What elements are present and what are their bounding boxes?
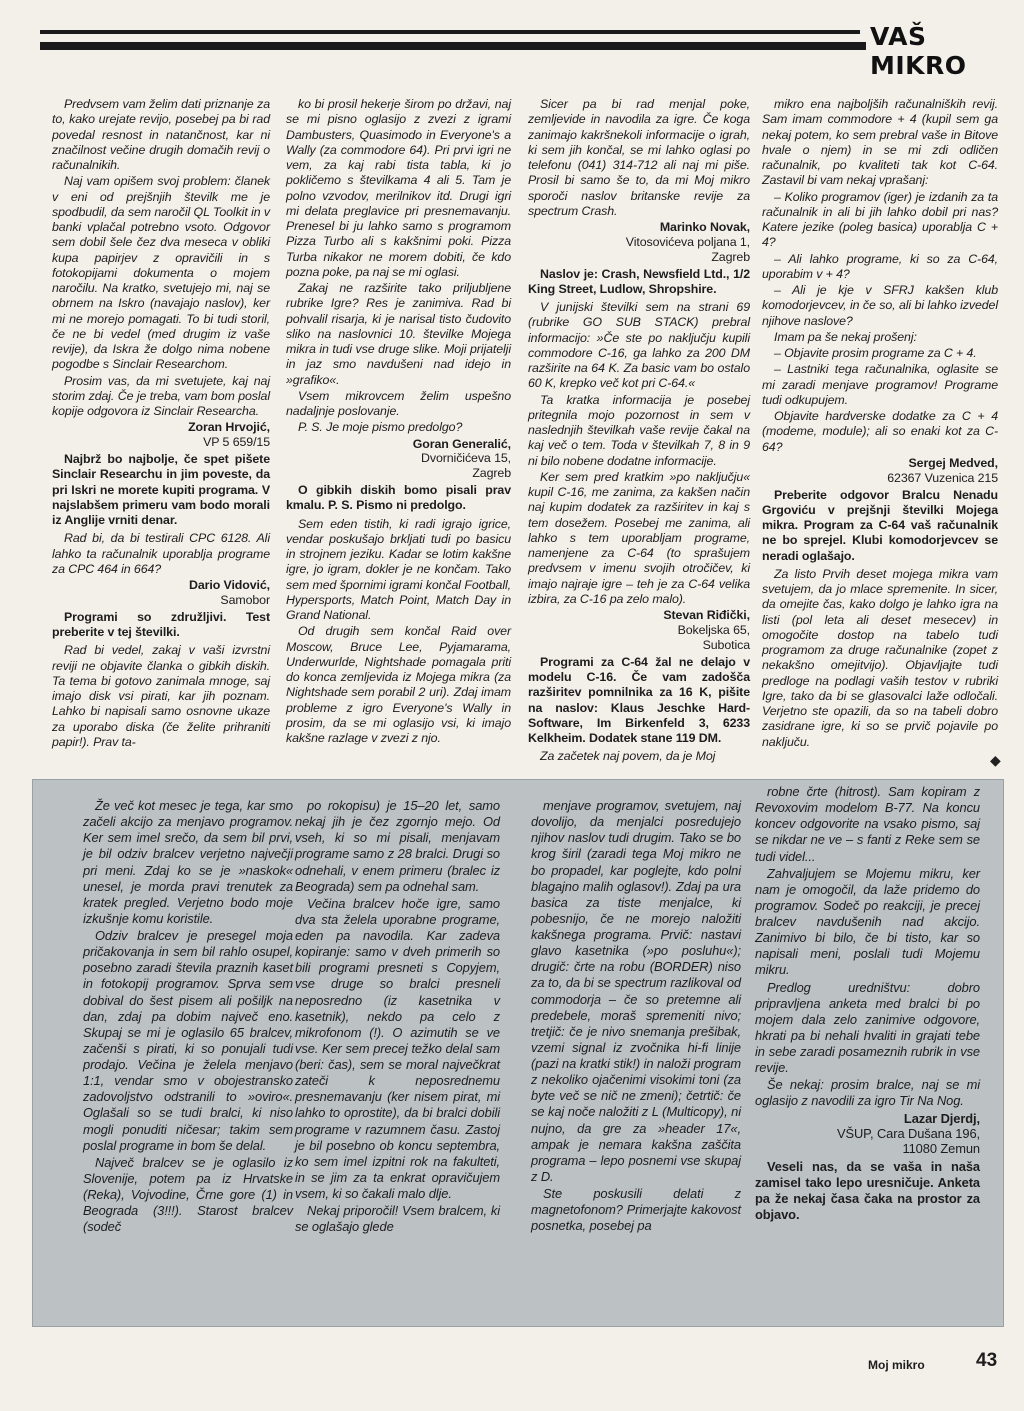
featured-letter-box <box>32 779 1004 1327</box>
letter-paragraph: Zahvaljujem se Mojemu mikru, ker nam je omogočil, da laže pridemo do programov. Sodeč po reakciji, je precej bralcev navdušenih nad akcijo. Zanimivo bi bilo, če bi tisto, kar so napisali meni, poslali tudi Mojemu mikru. <box>755 865 980 978</box>
signature: Marinko Novak, <box>659 220 750 234</box>
header-rule <box>40 30 860 34</box>
signature: Goran Generalić, <box>412 436 511 451</box>
letter-paragraph: Še nekaj: prosim bralce, naj se mi oglasijo z navodili za igro Tir Na Nog. <box>755 1077 980 1109</box>
letter-paragraph: Naj vam opišem svoj problem: članek v eni od prejšnjih številk me je spodbudil, da sem naročil QL Toolkit in v banki vplačal potrebno vsoto. Odgovor sem dobil šele čez dva meseca v obliki kupa papirjev z opravičili in s fotokopijami dokumenta o mojem naročilu. Na kratko, svetujejo mi, naj se obrnem na Iskro (navajajo naslov), ker mi ne morejo pomagati. To bi tudi storil, če ne bi vedel (med drugim iz vaše revije), da Iskra že dolgo nima nobene pogodbe s Sinclair Researchom. <box>52 174 270 372</box>
letter-paragraph: – Ali lahko programe, ki so za C-64, uporabim v + 4? <box>762 251 998 281</box>
letter-paragraph: Vsem mikrovcem želim uspešno nadaljnje poslovanje. <box>286 388 511 418</box>
page-number: 43 <box>976 1350 998 1371</box>
editor-reply: Preberite odgovor Bralcu Nenadu Grgoviću v prejšnji številki Mojega mikra. Program za C-64 vaš računalnik ne bo sprejel. Klubi komodorjevcev se neradi oglašajo. <box>762 487 998 563</box>
section-title: VAŠ MIKRO <box>866 22 1024 80</box>
box-column-1 <box>83 798 293 1236</box>
letter-paragraph: Za listo Prvih deset mojega mikra vam svetujem, da jo mlace spremenite. In sicer, da omejite čas, kako dolgo je lahko igra na listi (pol leta ali deset mesecev) in omogočite dostop na tabelo tudi programom za druge računalnike (zopet z nekakšno omejitvijo). Objavljajte tudi predloge na podlagi vaših testov v rubriki Igre, tako da bi se glasovalci laže odločali. Verjetno ste opazili, da so na tabeli dobro zasidrane igre, ki so se prvič pojavile po naključu. <box>762 566 998 749</box>
letter-paragraph: robne črte (hitrost). Sam kopiram z Revoxovim modelom B-77. Na koncu koncev odgovorite na vsako pismo, saj se nikdar ne ve – s fanti z Reke sem se tudi videl... <box>755 784 980 864</box>
letters-column-1 <box>52 97 270 751</box>
letter-paragraph: Prosim vas, da mi svetujete, kaj naj storim zdaj. Če je treba, vam bom poslal kopije odgovora iz Sinclair Researcha. <box>52 373 270 418</box>
letter-paragraph: Ste poskusili delati z magnetofonom? Primerjajte kakovost posnetka, posebej pa <box>531 1186 741 1234</box>
letter-paragraph: Ker sem pred kratkim »po naključju« kupil C-16, me zanima, za kakšen način naj kupim dodatek za razširitev in kaj s tem dosežem. Posebej me zanima, ali lahko s tem uporabljam programe, namenjene za C-64 (to sprašujem predvsem v imenu svojih otročičev, ki imajo najraje igre – teh je za C-64 velika izbira, za C-16 pa zelo malo). <box>528 469 750 606</box>
letter-paragraph: Odziv bralcev je presegel moja pričakovanja in sem bil rahlo osupel, posebno zaradi števila praznih kaset in fotokopij programov. Sprva sem dobival do šest pisem ali pošiljk na dan, zdaj pa dobim največ eno. Skupaj se mi je oglasilo 65 bralcev, začenši s pirati, ki so ponujali tudi prodajo. Večina je želela menjavo 1:1, vendar smo v obojestransko zadovoljstvo odstranili to »oviro«. Oglašali so se tudi bralci, ki niso mogli ponuditi ničesar; takim sem poslal programe in bom še delal. <box>83 928 293 1153</box>
letter-paragraph: Od drugih sem končal Raid over Moscow, Bruce Lee, Pyjamarama, Underwurlde, Nightshade pomagala priti do konca zemljevida iz Mojega mikra (za Nightshade sem porabil 2 uri). Zdaj imam probleme z igro Everyone's Wally in prosim, da se mi oglasijo vsi, ki imajo kakšne razlage v zvezi z njo. <box>286 624 511 746</box>
signature-address: Vitosovićeva poljana 1, <box>625 234 750 249</box>
letter-paragraph: po rokopisu) je 15–20 let, samo nekaj jih je čez zgornjo mejo. Od vseh, ki so mi pisali, menjavam programe samo z 28 bralci. Drugi so odnehali, v enem primeru (bralec iz Beograda) sem pa odnehal sam. <box>295 798 500 894</box>
letter-paragraph: ko bi prosil hekerje širom po državi, naj se mi pisno oglasijo z zvezi z igrami Dambusters, Quasimodo in Everyone's a Wally (za commodore 64). Pri prvi igri ne vem, za kaj rabi tista tabla, ki jo pokličemo s številkama 4 ali 5. Tam je polno vzvodov, merilnikov itd. Drugi igri mi delata preglavice pri presnemavanju. Prenesel bi ju lahko samo s programom Pizza Turbo ali s kakšnimi poki. Pizza Turba nikakor ne morem dobiti, če kdo pozna poke, pa naj se mi oglasi. <box>286 97 511 279</box>
footer-magazine-name: Moj mikro <box>868 1358 925 1372</box>
letter-paragraph: Zakaj ne razširite tako priljubljene rubrike Igre? Res je zanimiva. Rad bi pohvalil risarja, ki je narisal tisto čudovito sliko na naslovnici 10. številke Mojega mikra in tudi vse druge slike. Moji prijatelji in jaz smo navdušeni nad idejo in »grafiko«. <box>286 281 511 387</box>
signature: Lazar Djerdj, <box>903 1110 980 1126</box>
letter-paragraph: Nekaj priporočil! Vsem bralcem, ki se oglašajo glede <box>295 1203 500 1235</box>
signature-address: 62367 Vuzenica 215 <box>887 470 998 485</box>
signature-address: Bokeljska 65, <box>677 623 750 637</box>
letter-paragraph: P. S. Je moje pismo predolgo? <box>298 420 463 435</box>
letter-paragraph: – Ali je kje v SFRJ kakšen klub komodorjevcev, in če so, ali bi lahko izvedel njihove naslove? <box>762 283 998 328</box>
signature-address: 11080 Zemun <box>902 1141 980 1157</box>
editor-reply: Programi za C-64 žal ne delajo v modelu C-16. Če vam zadošča razširitev pomnilnika za 16 K, pišite na naslov: Klaus Jeschke Hard-Software, Im Birkenfeld 3, 6233 Kelkheim. Dodatek stane 119 DM. <box>528 654 750 745</box>
letter-paragraph: Ta kratka informacija je posebej pritegnila mojo pozornost in sem v naslednjih številkah vaše revije čakal na kaj več o tem. Toda v številkah 7, 8 in 9 ni bilo nobene dodatne informacije. <box>528 392 750 468</box>
signature-address: Subotica <box>702 637 750 652</box>
box-column-3 <box>531 798 741 1235</box>
letter-paragraph: Rad bi, da bi testirali CPC 6128. Ali lahko ta računalnik uporablja programe za CPC 464 in 664? <box>52 531 270 576</box>
signature-address: Samobor <box>220 592 270 607</box>
editor-reply: Programi so združljivi. Test preberite v tej številki. <box>52 609 270 639</box>
signature: Stevan Riđički, <box>663 608 750 623</box>
signature-address: Dvorničićeva 15, <box>421 451 511 466</box>
letter-paragraph: mikro ena najboljših računalniških revij. Sam imam commodore + 4 (kupil sem ga nekaj potem, ko sem prebral vaše in Bitove hvale o njem) in se mi zdi odličen računalnik, po kvaliteti tak kot C-64. Zastavil bi vam nekaj vprašanj: <box>762 97 998 188</box>
header-rule-thick <box>40 42 1010 50</box>
letter-paragraph: Sicer pa bi rad menjal poke, zemljevide in navodila za igre. Če koga zanimajo kakršnekoli informacije o igrah, ki sem jih končal, se mi lahko oglasi po telefonu (041) 314-712 ali naj mi piše. Prosil bi samo še to, da mi Moj mikro sporoči naslov britanske revije za spectrum Crash. <box>528 97 750 218</box>
signature: Zoran Hrvojić, <box>188 420 270 435</box>
editor-reply: O gibkih diskih bomo pisali prav kmalu. P. S. Pismo ni predolgo. <box>286 483 511 513</box>
letter-paragraph: menjave programov, svetujem, naj dovolijo, da menjalci posredujejo njihov naslov tudi drugim. Tako se bo krog širil (zaradi tega Moj mikro ne bo propadel, kar poglejte, kdo polni blagajno malih oglasov!). Zdaj pa ura basica za tiste menjalce, ki pobesnijo, če ne morejo naložiti kakšnega programa. Prvič: nastavi glavo kasetnika (»po posluhu«); drugič: črte na robu (BORDER) niso za to, da bi se spectrum razlikoval od commodorja – če so pretemne ali predebele, moraš spremeniti nivo; tretjič: če je nivo snemanja prešibak, vzemi signal iz zvočnika hi-fi linije (pazi na kratki stik!) in naloži program z nekoliko ojačenimi visokimi toni (za byte več se nič ne zmeni); četrtič: če se kaj noče naložiti z L (Multicopy), ni nujno, da gre za »header 17«, ampak je nemara kakšna zaščita programa – lepo posnemi vse skupaj z D. <box>531 798 741 1184</box>
letter-paragraph: Za začetek naj povem, da je Moj <box>540 749 716 764</box>
signature: Sergej Medved, <box>908 455 998 470</box>
letter-paragraph: – Objavite prosim programe za C + 4. <box>774 346 977 360</box>
letters-column-3 <box>528 97 750 766</box>
signature-address: Zagreb <box>711 249 750 264</box>
continue-arrow-icon: ◆ <box>990 752 1001 768</box>
letter-paragraph: V junijski številki sem na strani 69 (rubrike GO SUB STACK) prebral informacijo: »Če ste po naključju kupili commodore C-16, ga lahko za 200 DM razširite na 64 K. Za basic vam bo ostalo 60 K, krepko več kot pri C-64.« <box>528 300 750 391</box>
signature-address: VŠUP, Cara Dušana 196, <box>836 1125 980 1141</box>
letters-column-4 <box>762 97 998 751</box>
letter-paragraph: Največ bralcev se je oglasilo iz Slovenije, potem pa iz Hrvatske (Reka), Vojvodine, Črne gore (1) in Beograda (3!!!). Starost bralcev (sodeč <box>83 1154 293 1235</box>
box-column-2 <box>295 798 500 1236</box>
letter-paragraph: Objavite hardverske dodatke za C + 4 (modeme, module); ali so enaki kot za C-64? <box>762 409 998 454</box>
letters-column-2 <box>286 97 511 747</box>
letter-paragraph: Imam pa še nekaj prošenj: <box>774 329 917 344</box>
signature-address: Zagreb <box>472 466 511 481</box>
editor-reply: Naslov je: Crash, Newsfield Ltd., 1/2 King Street, Ludlow, Shropshire. <box>528 266 750 296</box>
letter-paragraph: – Lastniki tega računalnika, oglasite se mi zaradi menjave programov! Programe tudi odkupujem. <box>762 362 998 407</box>
letter-paragraph: Rad bi vedel, zakaj v vaši izvrstni reviji ne objavite članka o gibkih diskih. Ta tema bi gotovo zanimala mnoge, saj imajo disk vsi pirati, kar jih poznam. Lahko bi napisali samo osnovne ukaze za uporabo diska (če želite prihraniti papir!). Prav ta- <box>52 643 270 749</box>
editor-reply: Najbrž bo najbolje, če spet pišete Sinclair Researchu in jim poveste, da pri Iskri ne morete kupiti programa. V najslabšem primeru vam bodo morali iz Anglije vrniti denar. <box>52 452 270 527</box>
signature-address: VP 5 659/15 <box>203 435 270 450</box>
letter-paragraph: Že več kot mesec je tega, kar smo začeli akcijo za menjavo programov. Ker sem imel srečo, da sem bil prvi, je bil odziv bralcev verjetno največji pri meni. Zdaj ko se je »naskok« unesel, je morda pravi trenutek za kratek pregled. Verjetno bodo moje izkušnje komu koristile. <box>83 798 293 926</box>
letter-paragraph: Sem eden tistih, ki radi igrajo igrice, vendar poskušajo brkljati tudi po basicu in strojnem jeziku. Kadar se lotim kakšne igre, jo igram, dokler je ne končam. Tako sem med špornimi igrami končal Football, Hypersports, Match Point, Match Day in Grand National. <box>286 516 511 623</box>
letter-paragraph: Predvsem vam želim dati priznanje za to, kako urejate revijo, posebej pa bi rad povedal resnost in natančnost, kar ni značilnost večine drugih domačih revij o računalnikih. <box>52 97 270 172</box>
letter-paragraph: – Koliko programov (iger) je izdanih za ta računalnik in ali bi jih lahko dobil pri nas? Katere jezike (poleg basica) uporablja C + 4? <box>762 189 998 250</box>
signature: Dario Vidović, <box>188 578 270 592</box>
editor-reply: Veseli nas, da se vaša in naša zamisel tako lepo uresničuje. Anketa pa že nekaj časa čaka na prostor za objavo. <box>755 1158 980 1223</box>
letter-paragraph: Večina bralcev hoče igre, samo dva sta želela uporabne programe, eden pa navodila. Kar zadeva kopiranje: samo v dveh primerih so bili programi presneti s Copyjem, vse druge so bralci presneli neposredno (iz kasetnika v kasetnik), nekdo pa celo z mikrofonom (!). O azimutih se ve vse. Ker sem precej težko delal sam (beri: čas), sem se moral največkrat zateči k neposrednemu presnemavanju (ker nisem pirat, mi lahko to oprostite), da bi bralci dobili programe v razumnem času. Zastoj je bil posebno ob koncu septembra, ko sem imel izpitni rok na fakulteti, in se jim za ta enkrat opravičujem vsem, ki so čakali malo dlje. <box>295 895 500 1201</box>
box-column-4 <box>755 784 980 1226</box>
letter-paragraph: Predlog uredništvu: dobro pripravljena anketa med bralci bi po mojem dala zelo zanimive odgovore, hkrati pa bi nehali hvaliti in grajati tebe in sebe zaradi posameznih rubrik in vse revije. <box>755 979 980 1076</box>
